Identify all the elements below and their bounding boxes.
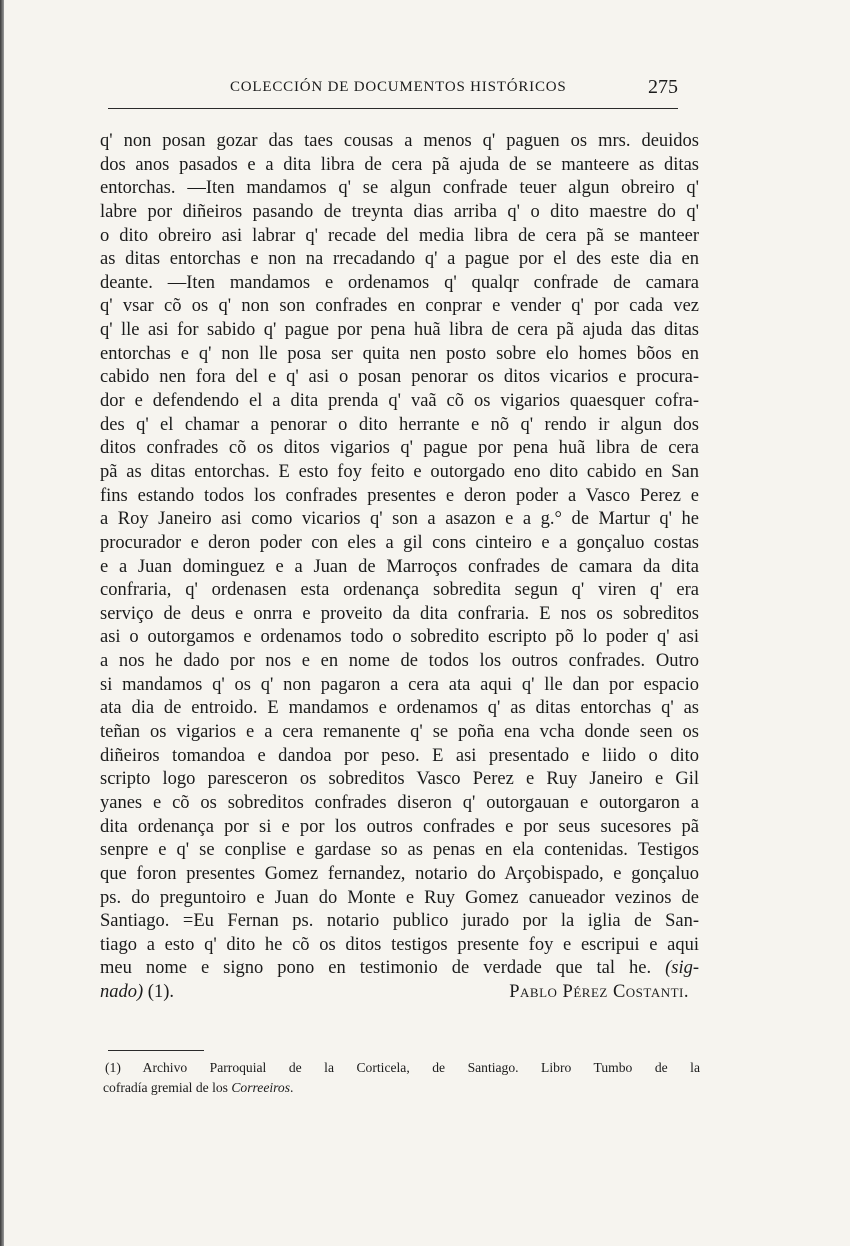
text-line: cabido nen fora del e q' asi o posan penorar os ditos vicarios e procura- [100, 367, 699, 388]
text-line: q' non posan gozar das taes cousas a menos q' paguen os mrs. deuidos [100, 131, 699, 151]
text-line: que foron presentes Gomez fernandez, notario do Arçobispado, e gonçaluo [100, 863, 699, 884]
text-line: entorchas. —Iten mandamos q' se algun confrade teuer algun obreiro q' [100, 178, 699, 199]
text-line: scripto logo paresceron os sobreditos Vasco Perez e Ruy Janeiro e Gil [100, 769, 699, 790]
text-line-content: meu nome e signo pono en testimonio de verdade que tal he. [100, 958, 652, 979]
text-line-with-italic [100, 957, 699, 981]
footnote-text-2: cofradía gremial de los [103, 1080, 232, 1095]
text-line: confraria, q' ordenasen esta ordenança sobredita segun q' viren q' era [100, 580, 699, 601]
text-line: a Roy Janeiro asi como vicarios q' son a asazon e a g.° de Martur q' he [100, 509, 699, 530]
text-line: dita ordenança por si e por los outros confrades e por seus sucesores pã [100, 816, 699, 837]
footnote-line [103, 1078, 700, 1098]
footnote [103, 1058, 700, 1098]
text-line: tiago a esto q' dito he cõ os ditos testigos presente foy e escripui e aqui [100, 934, 699, 955]
text-line: ata dia de entroido. E mandamos e ordenamos q' as ditas entorchas q' as [100, 698, 699, 719]
text-line: labre por diñeiros pasando de treynta dias arriba q' o dito maestre do q' [100, 201, 699, 222]
text-line: serviço de deus e onrra e proveito da dita confraria. E nos os sobreditos [100, 603, 699, 624]
text-line: asi o outorgamos e ordenamos todo o sobredito escripto põ lo poder q' asi [100, 627, 699, 648]
page-number: 275 [648, 76, 678, 98]
text-line: q' vsar cõ os q' non son confrades en conprar e vender q' por cada vez [100, 296, 699, 317]
signed-note-end [100, 981, 174, 1005]
text-line: Santiago. =Eu Fernan ps. notario publico jurado por la iglia de San- [100, 911, 699, 932]
text-line: fins estando todos los confrades presentes e deron poder a Vasco Perez e [100, 485, 699, 506]
text-line: q' lle asi for sabido q' pague por pena huã libra de cera pã ajuda das ditas [100, 320, 699, 341]
signature-line [100, 981, 699, 1005]
footnote-text: Archivo Parroquial de la Corticela, de Santiago. Libro Tumbo de la [142, 1060, 700, 1075]
footnote-italic: Correeiros [231, 1080, 290, 1095]
text-line: ditos confrades cõ os ditos vigarios q' pague por pena huã libra de cera [100, 438, 699, 459]
footnote-rule [108, 1050, 204, 1051]
text-line: a nos he dado por nos e en nome de todos los outros confrades. Outro [100, 651, 699, 672]
footnote-number: (1) [105, 1060, 121, 1075]
header-rule [108, 108, 678, 109]
footnote-suffix: . [290, 1080, 294, 1095]
footnote-reference: (1). [147, 982, 174, 1003]
text-line: entorchas e q' non lle posa ser quita nen posto sobre elo homes bõos en [100, 343, 699, 364]
running-header [108, 76, 698, 106]
text-line: dos anos pasados e a dita libra de cera pã ajuda de se manteere as ditas [100, 154, 699, 175]
document-body [100, 130, 699, 1005]
text-line: yanes e cõ os sobreditos confrades diseron q' outorgauan e outorgaron a [100, 792, 699, 813]
text-line: si mandamos q' os q' non pagaron a cera ata aqui q' lle dan por espacio [100, 674, 699, 695]
text-line: as ditas entorchas e non na rrecadando q' a pague por el des este dia en [100, 249, 699, 270]
text-line: teñan os vigarios e a cera remanente q' se poña ena vcha donde seen os [100, 722, 699, 743]
text-line: e a Juan dominguez e a Juan de Marroços confrades de camara da dita [100, 556, 699, 577]
text-line: dor e defendendo el a dita prenda q' vaã cõ os vigarios quaesquer cofra- [100, 391, 699, 412]
page-edge [0, 0, 4, 1246]
footnote-line [103, 1058, 700, 1078]
text-line: des q' el chamar a penorar o dito herrante e nõ q' rendo ir algun dos [100, 414, 699, 435]
text-line: o dito obreiro asi labrar q' recade del media libra de cera pã se manteer [100, 225, 699, 246]
signature-name: Pablo Pérez Costanti. [509, 982, 689, 1003]
header-title: COLECCIÓN DE DOCUMENTOS HISTÓRICOS [230, 79, 567, 95]
signed-note: (sig- [665, 958, 699, 979]
signed-note-continued: nado) [100, 982, 144, 1003]
text-line: procurador e deron poder con eles a gil cons cinteiro e a gonçaluo costas [100, 532, 699, 553]
text-line: ps. do preguntoiro e Juan do Monte e Ruy Gomez canueador vezinos de [100, 887, 699, 908]
text-line: pã as ditas entorchas. E esto foy feito e outorgado eno dito cabido en San [100, 461, 699, 482]
text-line: deante. —Iten mandamos e ordenamos q' qualqr confrade de camara [100, 272, 699, 293]
text-line: diñeiros tomandoa e dandoa por peso. E asi presentado e liido o dito [100, 745, 699, 766]
text-line: senpre e q' se conplise e gardase so as penas en ela contenidas. Testigos [100, 840, 699, 861]
